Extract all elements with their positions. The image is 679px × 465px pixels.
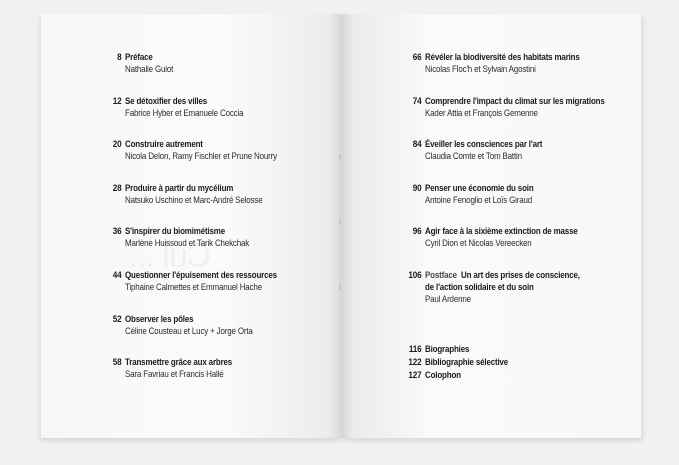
chapter-authors: Sara Favriau et Francis Hallé bbox=[125, 369, 224, 380]
toc-entry bbox=[394, 226, 607, 250]
chapter-authors: Céline Cousteau et Lucy + Jorge Orta bbox=[125, 326, 253, 337]
chapter-title: Comprendre l'impact du climat sur les migrations bbox=[425, 96, 605, 107]
page-number: 36 bbox=[112, 226, 122, 237]
chapter-title: Penser une économie du soin bbox=[425, 183, 534, 194]
book-spread bbox=[41, 14, 641, 438]
page-number: 74 bbox=[412, 96, 422, 107]
chapter-authors: Nicola Delon, Ramy Fischler et Prune Nourry bbox=[125, 151, 277, 162]
chapter-title: Observer les pôles bbox=[125, 314, 194, 325]
chapter-title: Révéler la biodiversité des habitats marins bbox=[425, 52, 580, 63]
toc-entry bbox=[394, 139, 565, 163]
toc-entry bbox=[394, 96, 639, 120]
chapter-authors: Claudia Comte et Tom Battin bbox=[425, 151, 522, 162]
chapter-title: Construire autrement bbox=[125, 139, 203, 150]
chapter-authors: Nathalie Guiot bbox=[125, 64, 174, 75]
chapter-title: Produire à partir du mycélium bbox=[125, 183, 234, 194]
page-number: 127 bbox=[408, 370, 422, 381]
page-number: 52 bbox=[112, 314, 122, 325]
chapter-authors: Fabrice Hyber et Emanuele Coccia bbox=[125, 108, 244, 119]
toc-entry bbox=[394, 52, 609, 76]
page-number: 58 bbox=[112, 357, 122, 368]
page-number: 106 bbox=[408, 270, 422, 281]
back-matter-title: Bibliographie sélective bbox=[425, 357, 509, 368]
page-number: 44 bbox=[112, 270, 122, 281]
page-number: 90 bbox=[412, 183, 422, 194]
chapter-authors: Nicolas Floc'h et Sylvain Agostini bbox=[425, 64, 536, 75]
back-matter-title: Biographies bbox=[425, 344, 470, 355]
page-number: 96 bbox=[412, 226, 422, 237]
chapter-title: Préface bbox=[125, 52, 153, 63]
toc-right bbox=[41, 14, 641, 438]
chapter-authors: Cyril Dion et Nicolas Vereecken bbox=[425, 238, 532, 249]
page-number: 122 bbox=[408, 357, 422, 368]
back-matter-entry bbox=[394, 370, 468, 382]
toc-entry bbox=[394, 183, 554, 207]
chapter-authors: Kader Attia et François Gemenne bbox=[425, 108, 538, 119]
postface-title-line1: Un art des prises de conscience, bbox=[461, 270, 580, 281]
chapter-title: Éveiller les consciences par l'art bbox=[425, 139, 543, 150]
page-number: 66 bbox=[412, 52, 422, 63]
chapter-title: Questionner l'épuisement des ressources bbox=[125, 270, 277, 281]
chapter-authors: Paul Ardenne bbox=[425, 294, 471, 305]
chapter-title: Se détoxifier des villes bbox=[125, 96, 208, 107]
postface-label: Postface bbox=[425, 270, 457, 281]
back-matter-title: Colophon bbox=[425, 370, 461, 381]
chapter-title: Transmettre grâce aux arbres bbox=[125, 357, 233, 368]
postface-title bbox=[425, 270, 580, 282]
page-number: 84 bbox=[412, 139, 422, 150]
page-number: 116 bbox=[408, 344, 422, 355]
page-number: 20 bbox=[112, 139, 122, 150]
back-matter-entry bbox=[394, 344, 478, 356]
page-number: 12 bbox=[112, 96, 122, 107]
chapter-title: Agir face à la sixième extinction de masse bbox=[425, 226, 578, 237]
page-number: 28 bbox=[112, 183, 122, 194]
back-matter-entry bbox=[394, 357, 524, 369]
page-number: 8 bbox=[117, 52, 122, 63]
chapter-title: S'inspirer du biomimétisme bbox=[125, 226, 225, 237]
toc-entry-postface bbox=[394, 270, 609, 306]
chapter-authors: Tiphaine Calmettes et Emmanuel Hache bbox=[125, 282, 262, 293]
postface-title-line2: de l'action solidaire et du soin bbox=[425, 282, 534, 293]
chapter-authors: Natsuko Uschino et Marc-André Selosse bbox=[125, 195, 263, 206]
chapter-authors: Marlène Huissoud et Tarik Chekchak bbox=[125, 238, 250, 249]
chapter-authors: Antoine Fenoglio et Loïs Giraud bbox=[425, 195, 533, 206]
